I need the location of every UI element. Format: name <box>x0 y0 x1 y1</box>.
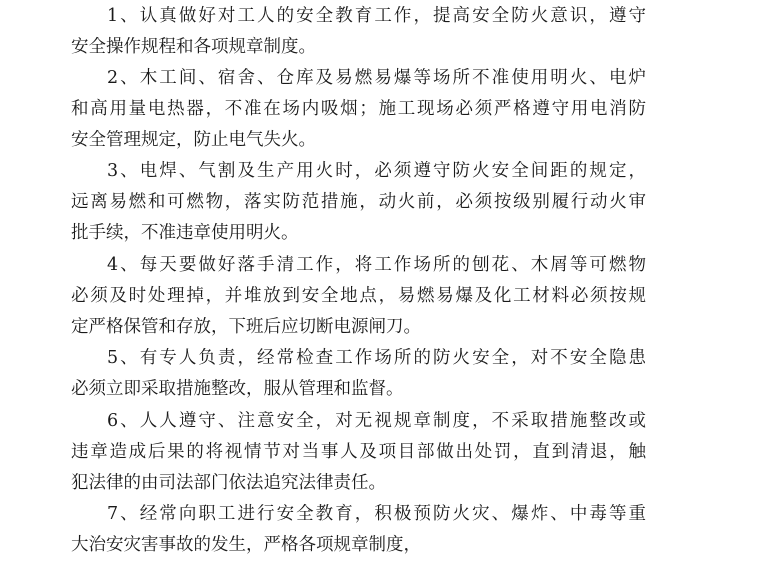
paragraph-4-line-2: 必须及时处理掉，并堆放到安全地点，易燃易爆及化工材料必须按规 <box>71 286 646 306</box>
paragraph-1-line-1: 1、认真做好对工人的安全教育工作，提高安全防火意识，遵守 <box>107 6 646 26</box>
paragraph-6-line-1: 6、人人遵守、注意安全，对无视规章制度，不采取措施整改或 <box>107 411 646 431</box>
paragraph-2-line-3: 安全管理规定，防止电气失火。 <box>71 130 316 150</box>
paragraph-5-line-1: 5、有专人负责，经常检查工作场所的防火安全，对不安全隐患 <box>107 348 646 368</box>
paragraph-1-line-2: 安全操作规程和各项规章制度。 <box>71 37 316 57</box>
paragraph-7-line-1: 7、经常向职工进行安全教育，积极预防火灾、爆炸、中毒等重 <box>107 504 646 524</box>
paragraph-3-line-1: 3、电焊、气割及生产用火时，必须遵守防火安全间距的规定， <box>107 161 646 181</box>
paragraph-4-line-3: 定严格保管和存放，下班后应切断电源闸刀。 <box>71 317 421 337</box>
paragraph-5-line-2: 必须立即采取措施整改，服从管理和监督。 <box>71 379 404 399</box>
paragraph-7-line-2: 大治安灾害事故的发生，严格各项规章制度， <box>71 535 421 555</box>
paragraph-6-line-3: 犯法律的由司法部门依法追究法律责任。 <box>71 473 386 493</box>
paragraph-3-line-3: 批手续，不准违章使用明火。 <box>71 223 299 243</box>
paragraph-6-line-2: 违章造成后果的将视情节对当事人及项目部做出处罚，直到清退，触 <box>71 442 646 462</box>
paragraph-3-line-2: 远离易燃和可燃物，落实防范措施，动火前，必须按级别履行动火审 <box>71 192 646 212</box>
paragraph-4-line-1: 4、每天要做好落手清工作，将工作场所的刨花、木屑等可燃物 <box>107 255 646 275</box>
paragraph-2-line-2: 和高用量电热器，不准在场内吸烟；施工现场必须严格遵守用电消防 <box>71 99 646 119</box>
paragraph-2-line-1: 2、木工间、宿舍、仓库及易燃易爆等场所不准使用明火、电炉 <box>107 68 646 88</box>
